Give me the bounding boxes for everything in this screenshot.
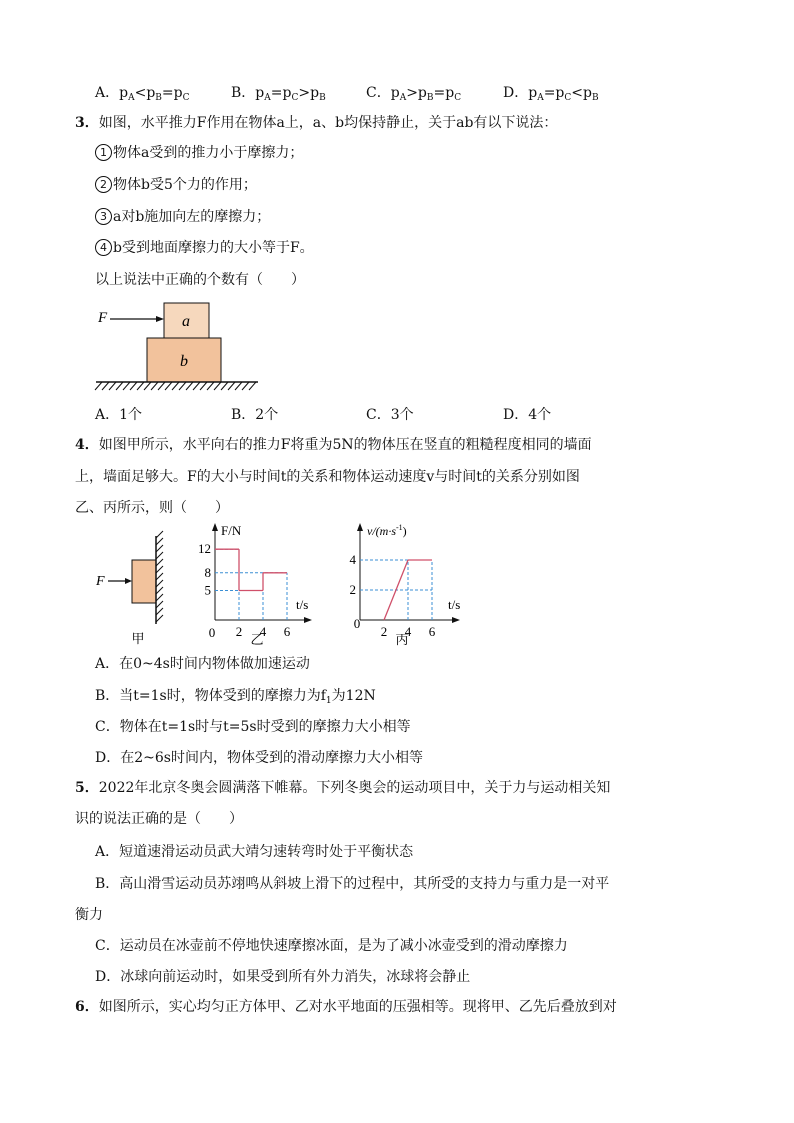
- yi-guide-lines: [215, 549, 287, 620]
- jia-block: [132, 560, 156, 603]
- hatch-mark: [151, 382, 158, 390]
- y-tick-label: 5: [204, 582, 211, 598]
- hatch-mark: [156, 580, 163, 587]
- hatch-mark: [137, 382, 144, 390]
- q3-option-a[interactable]: A．1个: [95, 407, 143, 423]
- hatch-mark: [172, 382, 179, 390]
- yi-y-arrowhead: [212, 523, 218, 531]
- q4-option-c[interactable]: C．物体在t=1s时与t=5s时受到的摩擦力大小相等: [95, 719, 411, 735]
- ground-hatch: [95, 382, 256, 390]
- block-b-label: b: [180, 353, 188, 370]
- q6-line-1: 6．如图所示，实心均匀正方体甲、乙对水平地面的压强相等。现将甲、乙先后叠放到对: [75, 999, 617, 1015]
- hatch-mark: [228, 382, 235, 390]
- q3-stem: 3．如图，水平推力F作用在物体a上，a、b均保持静止，关于ab有以下说法：: [75, 115, 558, 131]
- hatch-mark: [156, 615, 163, 622]
- q3-statement-1: 1 物体a受到的推力小于摩擦力；: [95, 143, 303, 163]
- yi-origin: 0: [208, 625, 216, 640]
- hatch-mark: [102, 382, 109, 390]
- yi-xlabel: t/s: [296, 597, 309, 612]
- yi-x-arrowhead: [304, 617, 312, 623]
- q3-statement-2: 2 物体b受5个力的作用；: [95, 175, 257, 195]
- q4-option-b[interactable]: B．当t=1s时，物体受到的摩擦力为$f_1$为12N: [95, 688, 376, 706]
- jia-force-label: F: [96, 574, 105, 589]
- q3-question: 以上说法中正确的个数有（ ）: [95, 272, 305, 288]
- x-tick-label: 6: [283, 624, 291, 639]
- force-arrowhead: [156, 316, 164, 322]
- x-tick-label: 4: [259, 624, 267, 639]
- q5-line-1: 5．2022年北京冬奥会圆满落下帷幕。下列冬奥会的运动项目中，关于力与运动相关知: [75, 780, 611, 796]
- hatch-mark: [165, 382, 172, 390]
- hatch-mark: [156, 552, 163, 559]
- figure-yi: [195, 520, 325, 648]
- hatch-mark: [109, 382, 116, 390]
- x-tick-label: 4: [404, 624, 412, 639]
- yi-y-tick-labels: [198, 541, 211, 597]
- hatch-mark: [207, 382, 214, 390]
- block-a-label: a: [182, 313, 190, 330]
- q5-line-2: 识的说法正确的是（ ）: [75, 811, 243, 827]
- q4-line-2: 上，墙面足够大。F的大小与时间t的关系和物体运动速度v与时间t的关系分别如图: [75, 469, 580, 485]
- bing-ylabel: $v/(m\cdot s^{-1})$: [367, 523, 407, 538]
- q2-option-a[interactable]: A．$p_A<p_B=p_C$: [95, 85, 190, 103]
- y-tick-label: 12: [198, 541, 211, 557]
- q2-option-d[interactable]: D．$p_A=p_C<p_B$: [503, 85, 599, 103]
- hatch-mark: [156, 566, 163, 573]
- x-tick-label: 2: [380, 624, 388, 639]
- hatch-mark: [123, 382, 130, 390]
- bing-y-arrowhead: [357, 523, 363, 531]
- hatch-mark: [95, 382, 102, 390]
- q5-option-b-cont: 衡力: [75, 907, 103, 923]
- hatch-mark: [156, 545, 163, 552]
- hatch-mark: [116, 382, 123, 390]
- y-tick-label: 2: [349, 582, 356, 597]
- hatch-mark: [221, 382, 228, 390]
- yi-series: [215, 549, 287, 590]
- q3-option-d[interactable]: D．4个: [503, 407, 552, 423]
- jia-caption: 甲: [131, 631, 145, 646]
- bing-xlabel: t/s: [448, 597, 461, 612]
- q4-line-1: 4．如图甲所示，水平向右的推力F将重为5N的物体压在竖直的粗糙程度相同的墙面: [75, 437, 592, 453]
- jia-force-arrowhead: [125, 578, 132, 584]
- hatch-mark: [156, 573, 163, 580]
- q2-option-b[interactable]: B．$p_A=p_C>p_B$: [231, 85, 326, 103]
- q5-option-c[interactable]: C．运动员在冰壶前不停地快速摩擦冰面，是为了减小冰壶受到的滑动摩擦力: [95, 938, 568, 954]
- bing-x-arrowhead: [452, 617, 460, 623]
- hatch-mark: [156, 587, 163, 594]
- figure-bing: [345, 520, 470, 648]
- hatch-mark: [156, 559, 163, 566]
- q3-figure: [90, 298, 265, 393]
- jia-wall-hatch: [156, 531, 163, 622]
- q5-option-b[interactable]: B．高山滑雪运动员苏翊鸣从斜坡上滑下的过程中，其所受的支持力与重力是一对平: [95, 876, 610, 892]
- yi-ylabel: F/N: [221, 523, 242, 538]
- hatch-mark: [186, 382, 193, 390]
- y-tick-label: 8: [204, 564, 211, 580]
- hatch-mark: [156, 538, 163, 545]
- hatch-mark: [200, 382, 207, 390]
- hatch-mark: [249, 382, 256, 390]
- y-tick-label: 4: [349, 552, 356, 567]
- q4-option-a[interactable]: A．在0~4s时间内物体做加速运动: [95, 656, 310, 672]
- q4-option-d[interactable]: D．在2~6s时间内，物体受到的滑动摩擦力大小相等: [95, 750, 423, 766]
- hatch-mark: [156, 608, 163, 615]
- hatch-mark: [235, 382, 242, 390]
- q3-statement-4: 4 b受到地面摩擦力的大小等于F。: [95, 238, 314, 258]
- hatch-mark: [156, 601, 163, 608]
- x-tick-label: 2: [235, 624, 243, 639]
- q5-option-a[interactable]: A．短道速滑运动员武大靖匀速转弯时处于平衡状态: [95, 844, 414, 860]
- bing-origin: 0: [353, 616, 361, 631]
- hatch-mark: [158, 382, 165, 390]
- q3-option-b[interactable]: B．2个: [231, 407, 279, 423]
- hatch-mark: [144, 382, 151, 390]
- hatch-mark: [156, 531, 163, 538]
- q3-option-c[interactable]: C．3个: [366, 407, 414, 423]
- q2-option-c[interactable]: C．$p_A>p_B=p_C$: [366, 85, 462, 103]
- q3-statement-3: 3 a对b施加向左的摩擦力；: [95, 207, 270, 227]
- x-tick-label: 6: [428, 624, 436, 639]
- bing-y-tick-labels: [350, 552, 357, 597]
- hatch-mark: [214, 382, 221, 390]
- figure-jia: [92, 528, 172, 648]
- yi-caption: 乙: [250, 632, 264, 647]
- force-label-f: F: [98, 310, 108, 326]
- hatch-mark: [130, 382, 137, 390]
- q5-option-d[interactable]: D．冰球向前运动时，如果受到所有外力消失，冰球将会静止: [95, 969, 471, 985]
- q4-line-3: 乙、丙所示，则（ ）: [75, 500, 229, 516]
- hatch-mark: [242, 382, 249, 390]
- hatch-mark: [156, 594, 163, 601]
- hatch-mark: [179, 382, 186, 390]
- hatch-mark: [193, 382, 200, 390]
- bing-caption: 丙: [395, 632, 409, 647]
